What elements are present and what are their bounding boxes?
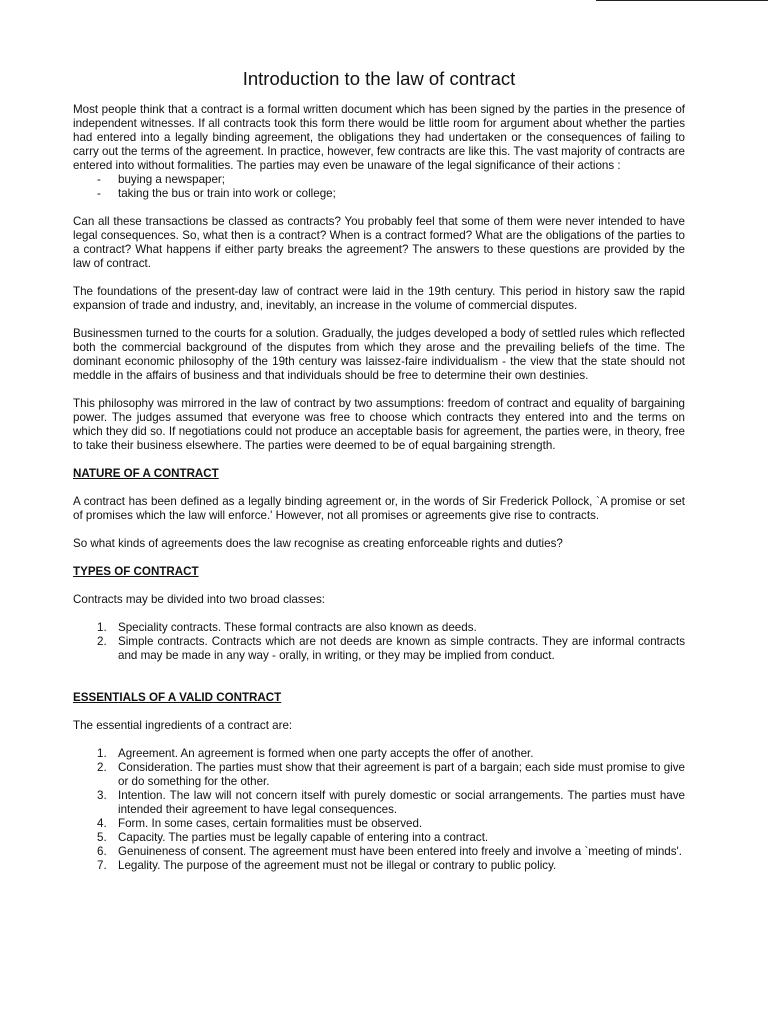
heading-essentials: ESSENTIALS OF A VALID CONTRACT <box>73 691 282 704</box>
document-title: Introduction to the law of contract <box>242 68 516 89</box>
types-list <box>73 621 685 663</box>
spacer <box>73 677 685 691</box>
paragraph-definition: A contract has been defined as a legally binding agreement or, in the words of Sir Frederick Pollock, `A promise or set of promises which the law will enforce.' However, not all promises or agreements give rise to contracts. <box>73 495 685 522</box>
list-item-text: Speciality contracts. These formal contracts are also known as deeds. <box>118 621 477 634</box>
paragraph-philosophy: This philosophy was mirrored in the law of contract by two assumptions: freedom of contract and equality of bargaining power. The judges assumed that everyone was free to choose which contracts they entered into and the terms on which they did so. If negotiations could not produce an acceptable basis for agreement, the parties were, in theory, free to take their business elsewhere. The parties were deemed to be of equal bargaining strength. <box>73 397 685 452</box>
list-number: 1. <box>97 621 107 634</box>
list-marker: - <box>97 187 101 200</box>
list-item-text: Genuineness of consent. The agreement must have been entered into freely and involve a `meeting of minds'. <box>118 845 682 858</box>
list-item-text: Consideration. The parties must show that their agreement is part of a bargain; each side must promise to give or do something for the other. <box>118 761 685 788</box>
list-item-text: taking the bus or train into work or college; <box>118 187 336 200</box>
list-item-text: Simple contracts. Contracts which are not deeds are known as simple contracts. They are informal contracts and may be made in any way - orally, in writing, or they may be implied from conduct. <box>118 635 685 662</box>
intro-paragraph: Most people think that a contract is a formal written document which has been signed by the parties in the presence of independent witnesses. If all contracts took this form there would be little room for argument about whether the parties had entered into a legally binding agreement, the obligations they had undertaken or the consequences of failing to carry out the terms of the agreement. In practice, however, few contracts are like this. The vast majority of contracts are entered into without formalities. The parties may even be unaware of the legal significance of their actions : <box>73 103 685 172</box>
paragraph-transactions: Can all these transactions be classed as contracts? You probably feel that some of them were never intended to have legal consequences. So, what then is a contract? When is a contract formed? What are the obligations of the parties to a contract? What happens if either party breaks the agreement? The answers to these questions are provided by the law of contract. <box>73 215 685 270</box>
list-number: 5. <box>97 831 107 844</box>
list-item <box>73 761 685 789</box>
list-item-text: Capacity. The parties must be legally capable of entering into a contract. <box>118 831 489 844</box>
list-item <box>73 831 685 845</box>
list-item-text: Form. In some cases, certain formalities must be observed. <box>118 817 423 830</box>
list-item <box>73 635 685 663</box>
examples-list <box>73 173 685 201</box>
list-item <box>73 817 685 831</box>
list-item-text: buying a newspaper; <box>118 173 225 186</box>
paragraph-businessmen: Businessmen turned to the courts for a solution. Gradually, the judges developed a body of settled rules which reflected both the commercial background of the disputes from which they arose and the prevailing beliefs of the time. The dominant economic philosophy of the 19th century was laissez-faire individualism - the view that the state should not meddle in the affairs of business and that individuals should be free to determine their own destinies. <box>73 327 685 382</box>
essentials-list <box>73 747 685 873</box>
list-number: 1. <box>97 747 107 760</box>
list-item-text: Legality. The purpose of the agreement must not be illegal or contrary to public policy. <box>118 859 557 872</box>
list-item <box>73 173 685 187</box>
list-marker: - <box>97 173 101 186</box>
list-item <box>73 789 685 817</box>
list-number: 3. <box>97 789 107 802</box>
types-intro: Contracts may be divided into two broad classes: <box>73 593 325 606</box>
heading-types: TYPES OF CONTRACT <box>73 565 199 578</box>
list-item <box>73 859 685 873</box>
list-item <box>73 747 685 761</box>
paragraph-question: So what kinds of agreements does the law recognise as creating enforceable rights and duties? <box>73 537 563 550</box>
list-number: 2. <box>97 635 107 648</box>
heading-nature: NATURE OF A CONTRACT <box>73 467 219 480</box>
list-item <box>73 621 685 635</box>
top-rule <box>596 0 768 1</box>
list-item <box>73 187 685 201</box>
list-number: 7. <box>97 859 107 872</box>
essentials-intro: The essential ingredients of a contract are: <box>73 719 293 732</box>
list-number: 4. <box>97 817 107 830</box>
list-item-text: Agreement. An agreement is formed when one party accepts the offer of another. <box>118 747 534 760</box>
list-item-text: Intention. The law will not concern itself with purely domestic or social arrangements. The parties must have intended their agreement to have legal consequences. <box>118 789 685 816</box>
list-number: 2. <box>97 761 107 774</box>
document-page <box>73 67 685 887</box>
list-number: 6. <box>97 845 107 858</box>
paragraph-foundations: The foundations of the present-day law of contract were laid in the 19th century. This period in history saw the rapid expansion of trade and industry, and, inevitably, an increase in the volume of commercial disputes. <box>73 285 685 312</box>
list-item <box>73 845 685 859</box>
